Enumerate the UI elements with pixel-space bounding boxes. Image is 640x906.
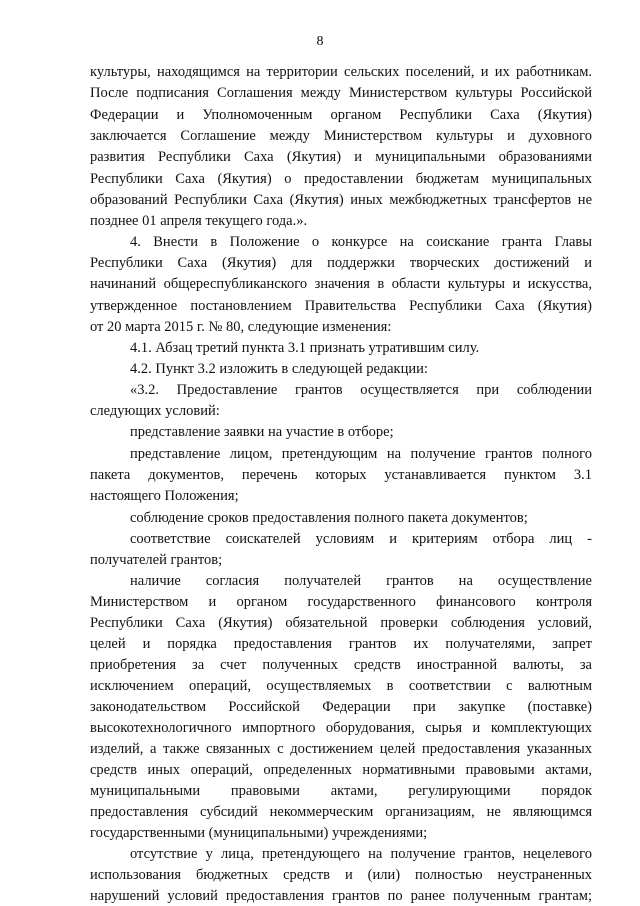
text-line: предоставления субсидий некоммерческим организациям, не являющимся (90, 804, 592, 820)
text-line: соблюдение сроков предоставления полного пакета документов; (130, 510, 528, 526)
text-line: Республики Саха (Якутия) о предоставлении бюджетам муниципальных (90, 171, 592, 187)
text-line: изделий, а также связанных с достижением целей предоставления указанных (90, 741, 592, 757)
text-line: настоящего Положения; (90, 488, 239, 504)
text-line: 4.1. Абзац третий пункта 3.1 признать утратившим силу. (130, 340, 480, 356)
text-line: муниципальными правовыми актами, регулирующими порядок (90, 783, 592, 799)
text-line: Министерством и органом государственного финансового контроля (90, 594, 592, 610)
text-line: наличие согласия получателей грантов на осуществление (130, 573, 592, 589)
text-line: позднее 01 апреля текущего года.». (90, 213, 308, 229)
text-line: приобретения за счет полученных средств иностранной валюты, за (90, 657, 592, 673)
text-line: использования бюджетных средств и (или) полностью неустраненных (90, 867, 592, 883)
text-line: высокотехнологичного импортного оборудования, сырья и комплектующих (90, 720, 592, 736)
text-line: пакета документов, перечень которых устанавливается пунктом 3.1 (90, 467, 592, 483)
text-line: отсутствие у лица, претендующего на получение грантов, нецелевого (130, 846, 592, 862)
text-line: Республики Саха (Якутия) для поддержки творческих достижений и (90, 255, 592, 271)
text-line: представление лицом, претендующим на получение грантов полного (130, 446, 592, 462)
text-line: утвержденное постановлением Правительства Республики Саха (Якутия) (90, 298, 592, 314)
text-line: средств иных операций, определенных нормативными правовыми актами, (90, 762, 592, 778)
text-line: государственными (муниципальными) учреждениями; (90, 825, 428, 841)
text-line: образований Республики Саха (Якутия) иных межбюджетных трансфертов не (90, 192, 592, 208)
text-line: соответствие соискателей условиям и критериям отбора лиц - (130, 531, 592, 547)
text-line: культуры, находящимся на территории сельских поселений, и их работникам. (90, 64, 592, 80)
text-line: развития Республики Саха (Якутия) и муниципальными образованиями (90, 149, 592, 165)
text-line: нарушений условий предоставления грантов по ранее полученным грантам; (90, 888, 592, 904)
text-line: После подписания Соглашения между Министерством культуры Российской (90, 85, 592, 101)
text-line: заключается Соглашение между Министерством культуры и духовного (90, 128, 592, 144)
text-line: представление заявки на участие в отборе; (130, 424, 394, 440)
text-line: Федерации и Уполномоченным органом Республики Саха (Якутия) (90, 107, 592, 123)
text-line: получателей грантов; (90, 552, 223, 568)
text-line: начинаний общереспубликанского значения в области культуры и искусства, (90, 276, 592, 292)
text-line: целей и порядка предоставления грантов их получателями, запрет (90, 636, 592, 652)
text-line: законодательством Российской Федерации при закупке (поставке) (90, 699, 592, 715)
text-line: 4. Внести в Положение о конкурсе на соискание гранта Главы (130, 234, 592, 250)
page-number: 8 (316, 34, 324, 49)
text-line: «3.2. Предоставление грантов осуществляется при соблюдении (130, 382, 592, 398)
text-line: Республики Саха (Якутия) обязательной проверки соблюдения условий, (90, 615, 592, 631)
text-line: от 20 марта 2015 г. № 80, следующие изменения: (90, 319, 392, 335)
text-line: исключением операций, осуществляемых в соответствии с валютным (90, 678, 592, 694)
text-line: 4.2. Пункт 3.2 изложить в следующей редакции: (130, 361, 428, 377)
text-line: следующих условий: (90, 403, 220, 419)
